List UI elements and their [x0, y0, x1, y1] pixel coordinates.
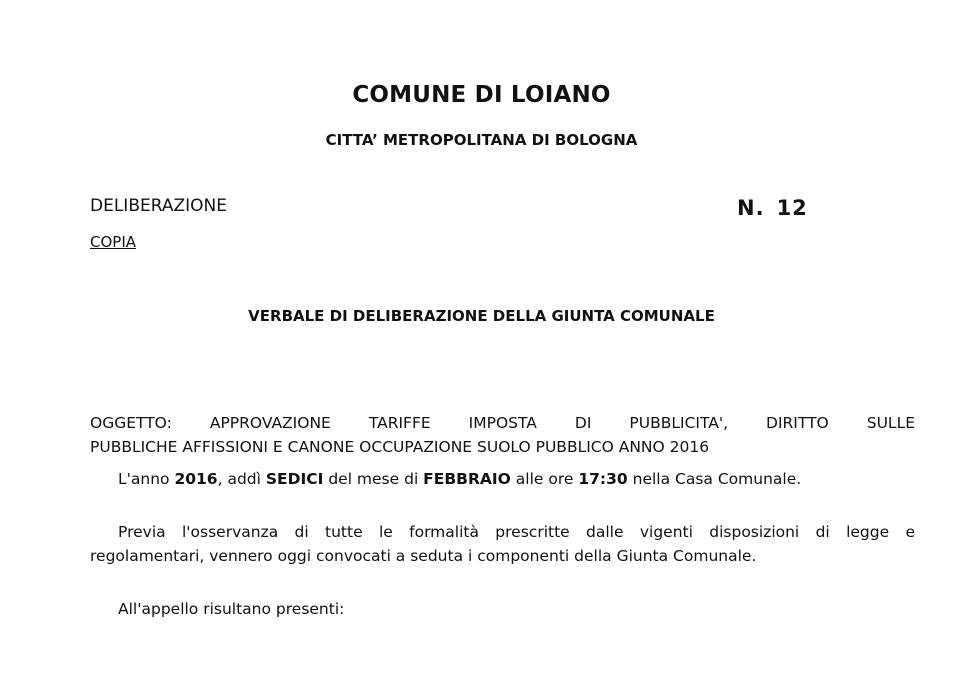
session-date-line	[118, 470, 801, 488]
date-text-2: , addì	[217, 470, 266, 488]
previa-line-2: regolamentari, vennero oggi convocati a seduta i componenti della Giunta Comunale.	[90, 547, 757, 565]
session-month: FEBBRAIO	[423, 470, 511, 488]
date-text-5: nella Casa Comunale.	[627, 470, 802, 488]
number-prefix: N.	[737, 196, 765, 220]
date-text-3: del mese di	[323, 470, 424, 488]
session-time: 17:30	[578, 470, 628, 488]
date-text-4: alle ore	[510, 470, 579, 488]
appello-line: All'appello risultano presenti:	[118, 600, 345, 618]
oggetto-paragraph	[90, 411, 915, 459]
oggetto-line-2: PUBBLICHE AFFISSIONI E CANONE OCCUPAZIONE SUOLO PUBBLICO ANNO 2016	[90, 438, 710, 456]
deliberation-number	[737, 196, 808, 220]
previa-line-1: Previa l'osservanza di tutte le formalità prescritte dalle vigenti disposizioni di legge e	[118, 523, 915, 541]
document-subtitle: CITTA’ METROPOLITANA DI BOLOGNA	[325, 131, 638, 149]
document-title: COMUNE DI LOIANO	[352, 82, 611, 108]
number-value: 12	[776, 196, 808, 220]
session-day: SEDICI	[265, 470, 324, 488]
copy-label: COPIA	[90, 233, 137, 251]
previa-paragraph	[90, 520, 915, 568]
session-year: 2016	[174, 470, 218, 488]
oggetto-line-1: OGGETTO: APPROVAZIONE TARIFFE IMPOSTA DI PUBBLICITA', DIRITTO SULLE	[90, 414, 915, 432]
date-text-1: L'anno	[118, 470, 175, 488]
verbale-title: VERBALE DI DELIBERAZIONE DELLA GIUNTA COMUNALE	[248, 307, 715, 325]
deliberation-label: DELIBERAZIONE	[90, 196, 227, 216]
